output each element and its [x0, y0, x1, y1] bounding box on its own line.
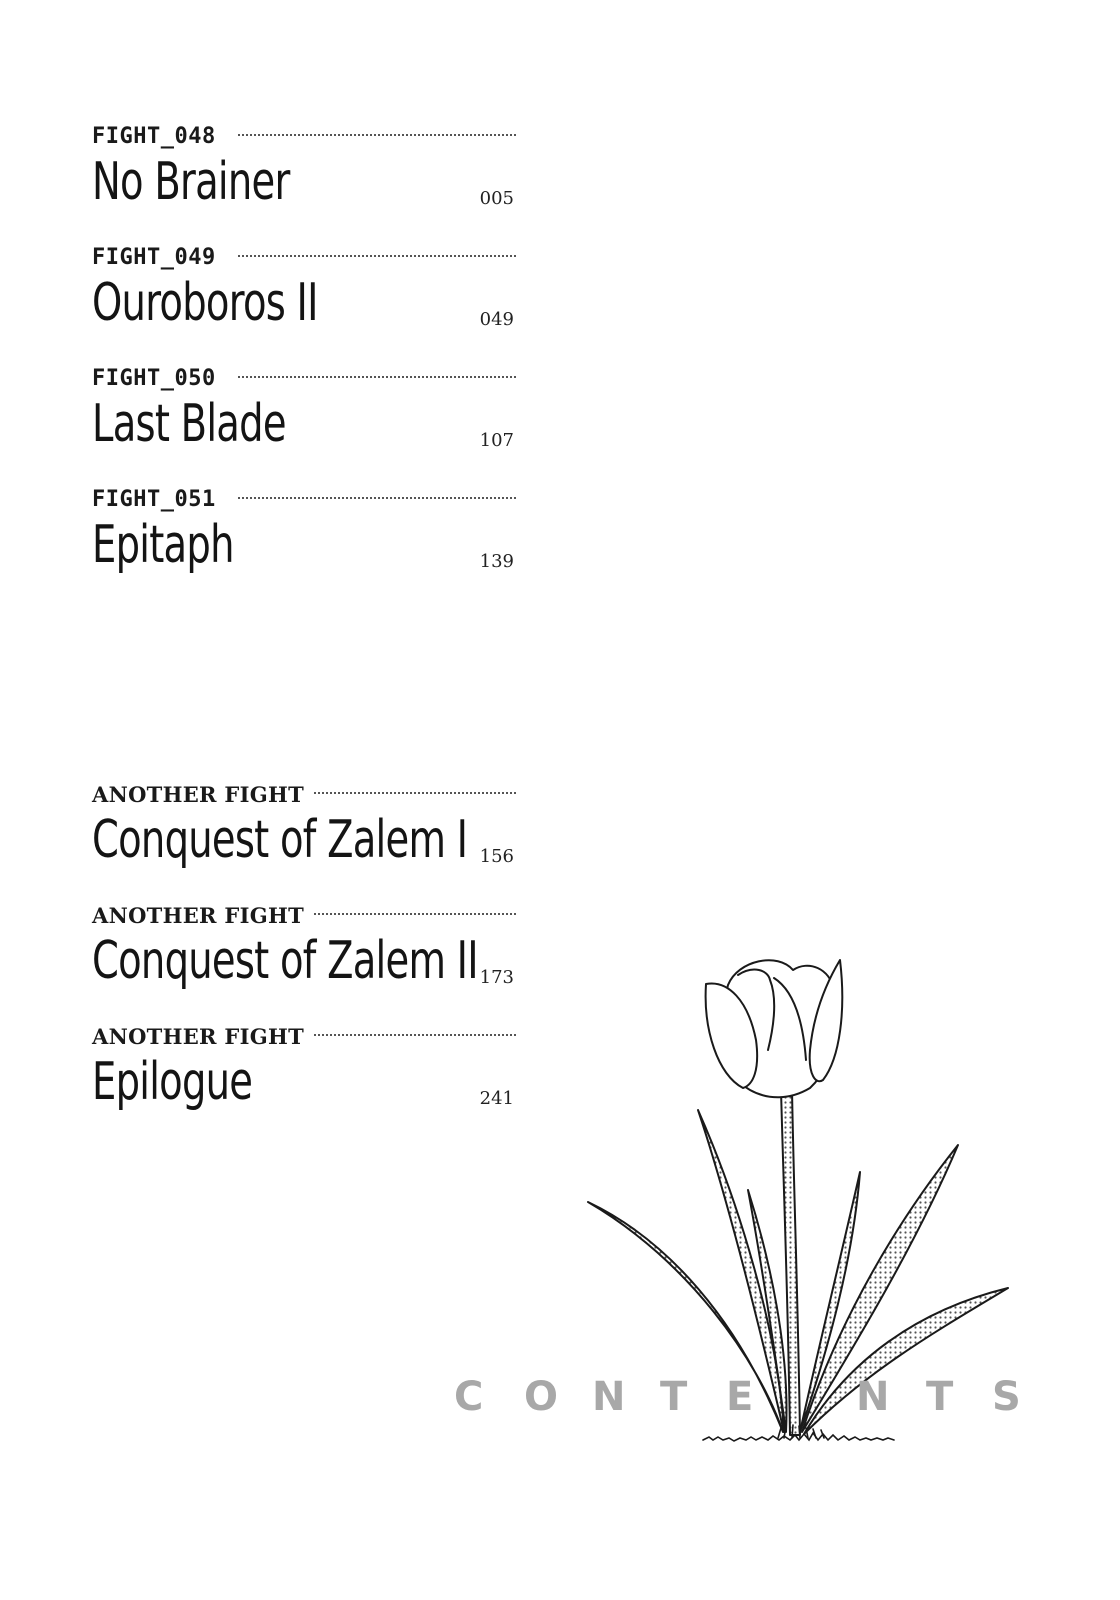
dot-leader	[238, 134, 516, 136]
page-number: 107	[479, 430, 514, 451]
chapter-label: FIGHT_048	[92, 124, 224, 149]
heading-letter: T	[926, 1374, 954, 1420]
heading-letter: O	[524, 1374, 559, 1420]
dot-leader	[298, 913, 516, 915]
heading-letter: S	[992, 1374, 1021, 1420]
page-number: 173	[479, 967, 514, 988]
chapter-label: FIGHT_050	[92, 366, 224, 391]
page-number: 241	[479, 1088, 514, 1109]
toc-entry-another-fight-2[interactable]	[92, 903, 524, 1015]
chapter-title: Epilogue	[92, 1052, 253, 1112]
chapter-label: FIGHT_049	[92, 245, 224, 270]
chapter-label: ANOTHER FIGHT	[92, 782, 312, 807]
toc-entry-fight-048[interactable]	[92, 124, 524, 236]
chapter-title: No Brainer	[92, 152, 290, 212]
toc-entry-fight-050[interactable]	[92, 366, 524, 478]
heading-letter: T	[660, 1374, 688, 1420]
chapter-title: Ouroboros II	[92, 273, 318, 333]
heading-letter: E	[726, 1374, 754, 1420]
page-number: 156	[479, 846, 514, 867]
dot-leader	[298, 1034, 516, 1036]
dot-leader	[238, 255, 516, 257]
toc-entry-fight-051[interactable]	[92, 487, 524, 599]
toc-entry-fight-049[interactable]	[92, 245, 524, 357]
toc-entry-another-fight-3[interactable]	[92, 1024, 524, 1136]
heading-letter: N	[856, 1374, 890, 1420]
chapter-title: Last Blade	[92, 394, 286, 454]
chapter-label: ANOTHER FIGHT	[92, 1024, 312, 1049]
dot-leader	[238, 376, 516, 378]
heading-letter: N	[592, 1374, 626, 1420]
contents-heading	[452, 1374, 1032, 1424]
toc-entry-another-fight-1[interactable]	[92, 782, 524, 894]
chapter-label: ANOTHER FIGHT	[92, 903, 312, 928]
chapter-title: Epitaph	[92, 515, 234, 575]
dot-leader	[298, 792, 516, 794]
dot-leader	[238, 497, 516, 499]
page-number: 005	[479, 188, 514, 209]
heading-letter: C	[454, 1374, 484, 1420]
chapter-title: Conquest of Zalem I	[92, 810, 468, 870]
chapter-title: Conquest of Zalem II	[92, 931, 478, 991]
page-number: 139	[479, 551, 514, 572]
page-number: 049	[479, 309, 514, 330]
chapter-label: FIGHT_051	[92, 487, 224, 512]
